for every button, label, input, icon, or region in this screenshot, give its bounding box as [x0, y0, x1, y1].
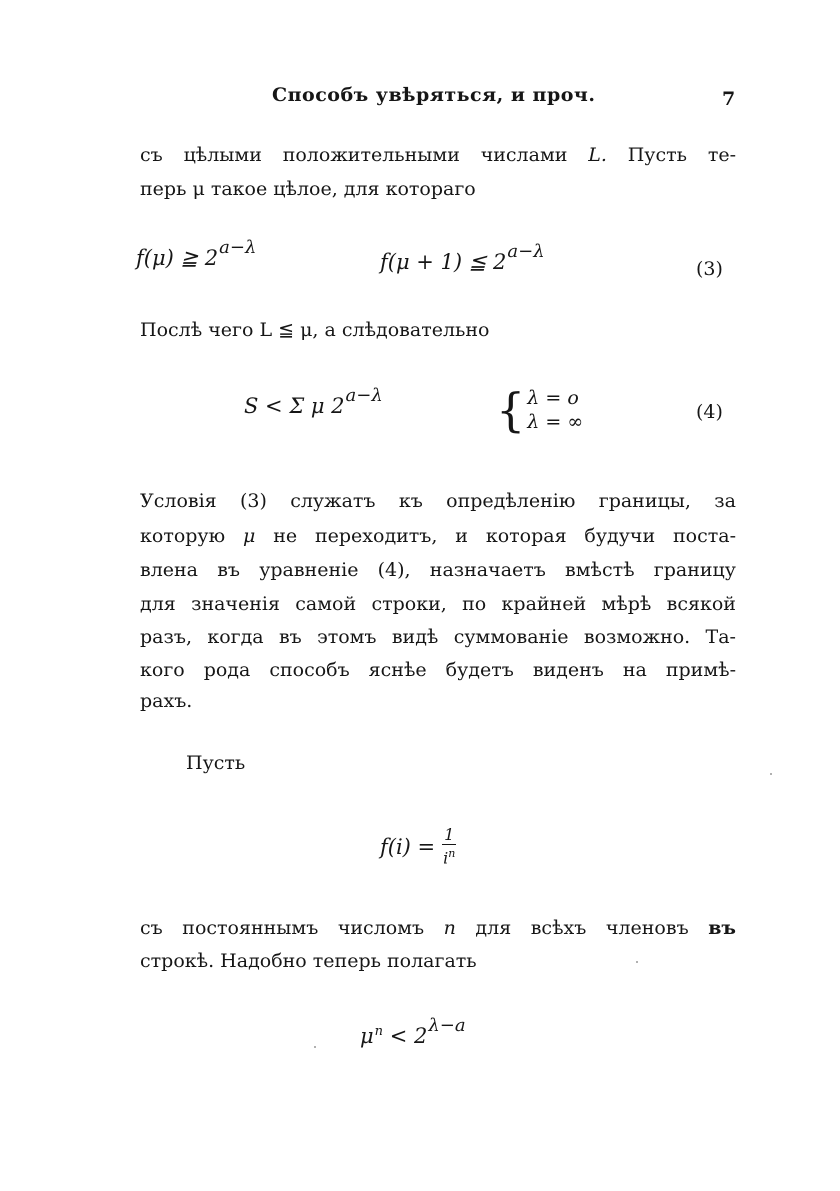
equation-base-exponent: n	[374, 1024, 384, 1039]
equation-base: μ	[360, 1024, 374, 1048]
word: те-	[707, 144, 736, 166]
word: переходитъ,	[314, 525, 438, 547]
word: этомъ	[317, 626, 377, 648]
equation-relation: < 2	[389, 1024, 428, 1048]
equation-6	[360, 1015, 466, 1048]
running-header: Способъ увѣряться, и проч.	[272, 84, 596, 106]
word: къ	[398, 490, 423, 512]
paragraph-line	[140, 913, 736, 943]
word: самой	[295, 593, 357, 615]
word: Условія	[140, 490, 217, 512]
paragraph-line: Послѣ чего L ≦ μ, а слѣдовательно	[140, 319, 490, 341]
limit-top: λ = o	[527, 387, 579, 409]
word: μ	[243, 525, 256, 547]
word: съ	[140, 144, 163, 166]
limit-bottom: λ = ∞	[527, 411, 584, 433]
word: влена	[140, 559, 199, 581]
equation-exponent: a−λ	[345, 385, 383, 406]
paragraph-line	[140, 555, 736, 585]
word: на	[622, 659, 647, 681]
word: мѣрѣ	[601, 593, 652, 615]
word: въ	[708, 917, 736, 939]
denominator-exponent: n	[448, 847, 456, 860]
brace-glyph: {	[496, 383, 526, 437]
word: всѣхъ	[530, 917, 587, 939]
word: вмѣстѣ	[565, 559, 635, 581]
equation-base: S < Σ μ 2	[244, 394, 345, 418]
word: Пусть	[627, 144, 687, 166]
word: поста-	[672, 525, 736, 547]
word: примѣ-	[665, 659, 736, 681]
equation-base: f(μ) ≧ 2	[136, 246, 219, 270]
word: границы,	[598, 490, 691, 512]
word: n	[443, 917, 456, 939]
word: для	[475, 917, 512, 939]
scan-speck	[636, 961, 638, 963]
word: цѣлыми	[183, 144, 262, 166]
word: способъ	[269, 659, 350, 681]
word: съ	[140, 917, 163, 939]
word: видѣ	[391, 626, 439, 648]
equation-lhs: f(i) =	[380, 834, 436, 859]
paragraph-line: строкѣ. Надобно теперь полагать	[140, 950, 477, 972]
word: въ	[217, 559, 240, 581]
word: числами	[480, 144, 568, 166]
word: по	[462, 593, 487, 615]
word: постояннымъ	[182, 917, 319, 939]
paragraph-line	[140, 655, 736, 685]
equation-exponent: λ−a	[428, 1015, 466, 1036]
word: (4),	[377, 559, 411, 581]
word: (3)	[239, 490, 267, 512]
word: Та-	[705, 626, 736, 648]
word: которая	[485, 525, 567, 547]
equation-3-right	[380, 241, 545, 274]
equation-exponent: a−λ	[219, 237, 257, 258]
word: будучи	[584, 525, 656, 547]
scan-speck	[314, 1046, 316, 1048]
word: назначаетъ	[429, 559, 546, 581]
paragraph-line	[140, 140, 736, 170]
word: L.	[588, 144, 607, 166]
paragraph-line: Пусть	[186, 752, 246, 774]
fraction	[441, 826, 457, 867]
word: за	[714, 490, 736, 512]
word: для	[140, 593, 176, 615]
word: уравненіе	[259, 559, 359, 581]
word: яснѣе	[368, 659, 427, 681]
equation-5	[380, 826, 457, 867]
word: кого	[140, 659, 185, 681]
word: возможно.	[583, 626, 691, 648]
paragraph-line	[140, 589, 736, 619]
equation-4-sum	[244, 385, 383, 418]
word: границу	[653, 559, 736, 581]
fraction-denominator	[441, 845, 457, 867]
equation-3-left	[136, 237, 257, 270]
word: строки,	[371, 593, 447, 615]
word: которую	[140, 525, 226, 547]
equation-4-label: (4)	[696, 401, 723, 423]
word: виденъ	[532, 659, 604, 681]
word: рода	[203, 659, 251, 681]
equation-base: f(μ + 1) ≦ 2	[380, 250, 507, 274]
paragraph-line	[140, 521, 736, 551]
scan-speck	[770, 773, 772, 775]
word: крайней	[501, 593, 587, 615]
word: опредѣленію	[446, 490, 576, 512]
paragraph-line: перь μ такое цѣлое, для котораго	[140, 178, 476, 200]
equation-3-label: (3)	[696, 258, 723, 280]
word: служатъ	[290, 490, 376, 512]
word: и	[455, 525, 468, 547]
word: значенія	[191, 593, 280, 615]
word: не	[273, 525, 298, 547]
word: суммованіе	[453, 626, 569, 648]
paragraph-line	[140, 622, 736, 652]
fraction-numerator: 1	[444, 825, 455, 844]
word: членовъ	[605, 917, 689, 939]
word: въ	[278, 626, 302, 648]
equation-exponent: a−λ	[507, 241, 545, 262]
page-number: 7	[722, 88, 736, 110]
word: положительными	[282, 144, 460, 166]
word: числомъ	[337, 917, 425, 939]
word: будетъ	[445, 659, 514, 681]
paragraph-line: рахъ.	[140, 690, 193, 712]
denominator-base: i	[443, 848, 449, 868]
word: всякой	[666, 593, 736, 615]
word: когда	[207, 626, 264, 648]
word: разъ,	[140, 626, 192, 648]
paragraph-line	[140, 486, 736, 516]
equation-4-limits	[496, 383, 584, 437]
